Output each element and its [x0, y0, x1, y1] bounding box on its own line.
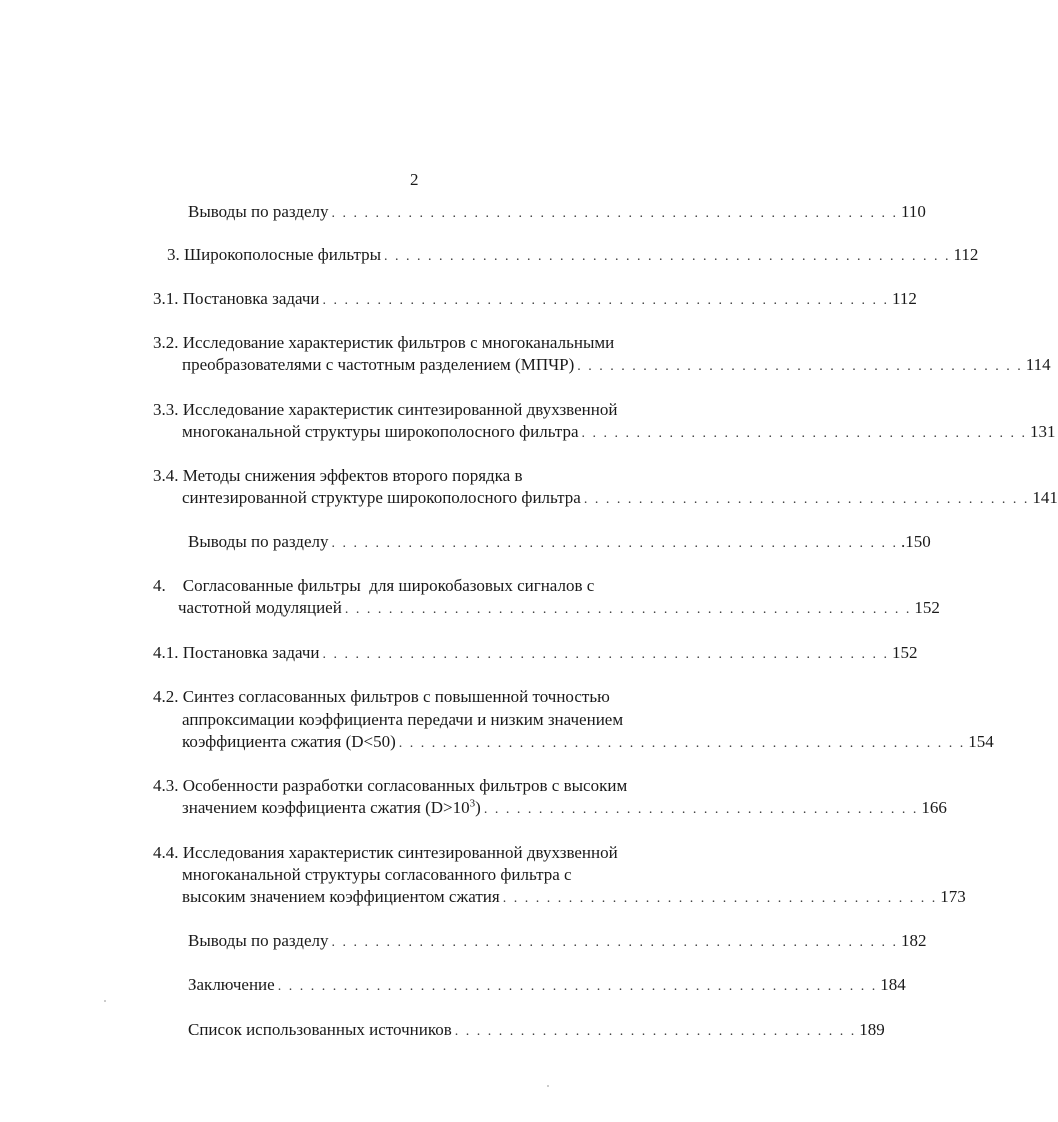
leader-dots: . . . . . . . . . . . . . . . . . . . . . . . . . . . . . . . . . . . . . . . . [483, 802, 919, 817]
toc-entry-conclusions-2 [188, 202, 926, 224]
toc-entry-title: коэффициента сжатия (D<50) [182, 732, 396, 751]
leader-dots: . . . . . . . . . . . . . . . . . . . . . . . . . . . . . . . . . . . . . [454, 1024, 857, 1039]
leader-dots: . . . . . . . . . . . . . . . . . . . . . . . . . . . . . . . . . . . . . . . . . [581, 426, 1027, 441]
leader-dots: . . . . . . . . . . . . . . . . . . . . . . . . . . . . . . . . . . . . . . . . [502, 891, 938, 906]
toc-entry-page: 152 [914, 598, 940, 617]
scan-speck [547, 1085, 549, 1087]
toc-entry-page: 166 [921, 798, 947, 817]
toc-entry-title: синтезированной структуре широкополосного фильтра [182, 488, 581, 507]
leader-dots: . . . . . . . . . . . . . . . . . . . . . . . . . . . . . . . . . . . . . . . . . [577, 359, 1023, 374]
exponent: 3 [469, 797, 476, 810]
toc-entry-title: Выводы по разделу [188, 202, 329, 221]
toc-entry-3-4-line1: 3.4. Методы снижения эффектов второго порядка в [153, 466, 523, 485]
toc-entry-3-2 [182, 355, 1051, 377]
leader-dots: . . . . . . . . . . . . . . . . . . . . . . . . . . . . . . . . . . . . . . . . . . . . . . . . . . . . [331, 536, 898, 551]
toc-entry-chapter-4 [178, 598, 940, 620]
toc-entry-4-4-line2: многоканальной структуры согласованного фильтра с [182, 865, 572, 884]
toc-entry-4-2 [182, 732, 994, 754]
toc-entry-title [182, 798, 481, 818]
toc-entry-page: 112 [953, 245, 979, 264]
toc-entry-references [188, 1020, 885, 1042]
toc-entry-title-close: ) [475, 798, 481, 817]
toc-entry-3-3 [182, 422, 1056, 444]
leader-dots: . . . . . . . . . . . . . . . . . . . . . . . . . . . . . . . . . . . . . . . . . [583, 492, 1030, 507]
toc-entry-3-4 [182, 488, 1058, 510]
leader-dots: . . . . . . . . . . . . . . . . . . . . . . . . . . . . . . . . . . . . . . . . . . . . . . . . . . . . [344, 602, 912, 617]
page-number: 2 [410, 170, 419, 189]
toc-entry-title: Выводы по разделу [188, 931, 329, 950]
toc-entry-title: преобразователями с частотным разделением (МПЧР) [182, 355, 575, 374]
toc-entry-4-1 [153, 643, 918, 665]
toc-entry-page: 189 [859, 1020, 885, 1039]
leader-dots: . . . . . . . . . . . . . . . . . . . . . . . . . . . . . . . . . . . . . . . . . . . . . . . . . . . . [331, 935, 898, 950]
toc-entry-title: высоким значением коэффициентом сжатия [182, 887, 500, 906]
toc-entry-title: Выводы по разделу [188, 532, 329, 551]
leader-dots: . . . . . . . . . . . . . . . . . . . . . . . . . . . . . . . . . . . . . . . . . . . . . . . . . . . . . . . [277, 979, 878, 994]
toc-entry-chapter-4-line1: 4. Согласованные фильтры для широкобазовых сигналов с [153, 576, 595, 595]
toc-entry-page: 131 [1030, 422, 1056, 441]
toc-entry-title: 3.1. Постановка задачи [153, 289, 320, 308]
toc-entry-page: 152 [892, 643, 918, 662]
scan-speck [104, 1000, 106, 1002]
leader-dots: . . . . . . . . . . . . . . . . . . . . . . . . . . . . . . . . . . . . . . . . . . . . . . . . . . . . [322, 647, 890, 662]
toc-entry-title: 3. Широкополосные фильтры [167, 245, 382, 264]
toc-entry-4-4 [182, 887, 966, 909]
toc-entry-page: 110 [900, 202, 926, 221]
toc-entry-4-2-line2: аппроксимации коэффициента передачи и низким значением [182, 710, 624, 729]
toc-entry-conclusion [188, 975, 906, 997]
toc-entry-page: 173 [940, 887, 966, 906]
leader-dots: . . . . . . . . . . . . . . . . . . . . . . . . . . . . . . . . . . . . . . . . . . . . . . . . . . . . [331, 206, 898, 221]
toc-entry-page: 154 [968, 732, 994, 751]
toc-entry-conclusions-4 [188, 931, 927, 953]
toc-entry-page: .150 [900, 532, 931, 551]
toc-entry-page: 184 [880, 975, 906, 994]
toc-entry-3-2-line1: 3.2. Исследование характеристик фильтров с многоканальными [153, 333, 615, 352]
toc-entry-page: 182 [900, 931, 927, 950]
toc-entry-4-2-line1: 4.2. Синтез согласованных фильтров с повышенной точностью [153, 687, 610, 706]
toc-entry-3-1 [153, 289, 917, 311]
toc-entry-3-3-line1: 3.3. Исследование характеристик синтезированной двухзвенной [153, 400, 618, 419]
toc-entry-title: 4.1. Постановка задачи [153, 643, 320, 662]
toc-entry-page: 141 [1032, 488, 1058, 507]
toc-entry-chapter-3 [167, 245, 979, 267]
toc-entry-4-4-line1: 4.4. Исследования характеристик синтезированной двухзвенной [153, 843, 618, 862]
toc-entry-title: Заключение [188, 975, 275, 994]
toc-entry-title: многоканальной структуры широкополосного фильтра [182, 422, 579, 441]
toc-entry-conclusions-3 [188, 532, 931, 554]
toc-entry-4-3-line1: 4.3. Особенности разработки согласованных фильтров с высоким [153, 776, 628, 795]
toc-entry-page: 112 [892, 289, 917, 308]
leader-dots: . . . . . . . . . . . . . . . . . . . . . . . . . . . . . . . . . . . . . . . . . . . . . . . . . . . . [398, 736, 966, 751]
leader-dots: . . . . . . . . . . . . . . . . . . . . . . . . . . . . . . . . . . . . . . . . . . . . . . . . . . . . [384, 249, 951, 264]
toc-entry-page: 114 [1025, 355, 1051, 374]
leader-dots: . . . . . . . . . . . . . . . . . . . . . . . . . . . . . . . . . . . . . . . . . . . . . . . . . . . . [322, 293, 890, 308]
toc-entry-title: частотной модуляцией [178, 598, 342, 617]
toc-entry-4-3 [182, 797, 947, 820]
toc-entry-title: Список использованных источников [188, 1020, 452, 1039]
toc-entry-title-main: значением коэффициента сжатия (D>10 [182, 798, 470, 817]
